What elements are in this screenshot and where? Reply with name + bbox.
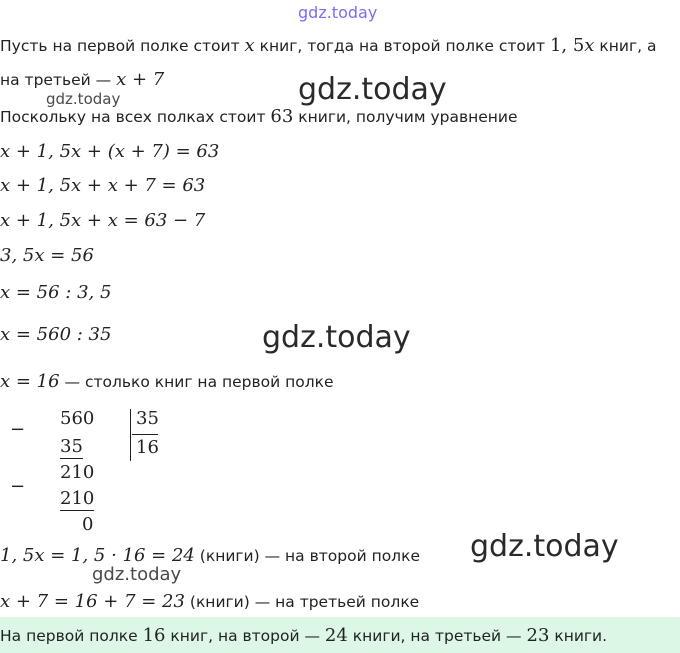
math-expr: 1, 5x = 1, 5 · 16 = 24	[0, 545, 195, 566]
equation-3: x + 1, 5x + x = 63 − 7	[0, 210, 206, 231]
equation-6: x = 560 : 35	[0, 324, 112, 345]
division-divisor: 35	[136, 408, 159, 429]
math-var: x	[244, 35, 255, 56]
answer-number: 16	[142, 625, 166, 646]
division-dividend: 560	[60, 408, 95, 429]
answer-text: книг, на второй —	[165, 627, 325, 645]
division-quotient: 16	[136, 437, 159, 458]
third-shelf-line	[0, 591, 419, 612]
second-shelf-text: (книги) — на второй полке	[194, 547, 420, 565]
division-remainder-2: 0	[82, 514, 94, 535]
division-divisor-line	[132, 434, 158, 435]
math-expr: x + 7	[116, 69, 165, 90]
equation-5: x = 56 : 3, 5	[0, 282, 112, 303]
watermark-top: gdz.today	[298, 3, 378, 22]
division-minus-2: −	[10, 476, 26, 497]
math-expr: x + 7 = 16 + 7 = 23	[0, 591, 185, 612]
division-sub-1	[60, 436, 83, 457]
math-num: 1, 5	[549, 35, 585, 56]
result-text: — столько книг на первой полке	[59, 373, 334, 391]
division-sub-1-value: 35	[60, 436, 83, 457]
equation-1: x + 1, 5x + (x + 7) = 63	[0, 141, 220, 162]
result-line	[0, 371, 334, 392]
watermark-3: gdz.today	[262, 320, 411, 355]
answer-number: 24	[324, 625, 348, 646]
answer-text: книги.	[549, 627, 608, 645]
answer-number: 23	[526, 625, 550, 646]
intro-text: книги, получим уравнение	[293, 108, 518, 126]
division-minus-1: −	[10, 419, 26, 440]
intro-line-3	[0, 106, 518, 127]
answer-text: На первой полке	[0, 627, 143, 645]
division-sub-2	[60, 488, 94, 509]
watermark-5: gdz.today	[92, 564, 182, 585]
division-remainder-1: 210	[60, 462, 95, 483]
intro-line-2	[0, 69, 164, 90]
division-sub-2-value: 210	[60, 488, 95, 509]
equation-4: 3, 5x = 56	[0, 245, 94, 266]
watermark-4: gdz.today	[470, 529, 619, 564]
intro-line-1	[0, 35, 656, 56]
answer-text: книги, на третьей —	[347, 627, 527, 645]
intro-text: на третьей —	[0, 71, 117, 89]
equation-2: x + 1, 5x + x + 7 = 63	[0, 175, 206, 196]
intro-text: Поскольку на всех полках стоит	[0, 108, 271, 126]
intro-text: Пусть на первой полке стоит	[0, 37, 245, 55]
intro-text: книг, тогда на второй полке стоит	[254, 37, 550, 55]
answer-line	[0, 625, 607, 646]
math-expr: x = 16	[0, 371, 60, 392]
answer-box	[0, 617, 680, 653]
watermark-2: gdz.today	[46, 90, 121, 108]
third-shelf-text: (книги) — на третьей полке	[184, 593, 420, 611]
math-num: 63	[270, 106, 294, 127]
watermark-1: gdz.today	[298, 72, 447, 107]
intro-text: книг, а	[594, 37, 657, 55]
second-shelf-line	[0, 545, 420, 566]
math-var: x	[584, 35, 595, 56]
